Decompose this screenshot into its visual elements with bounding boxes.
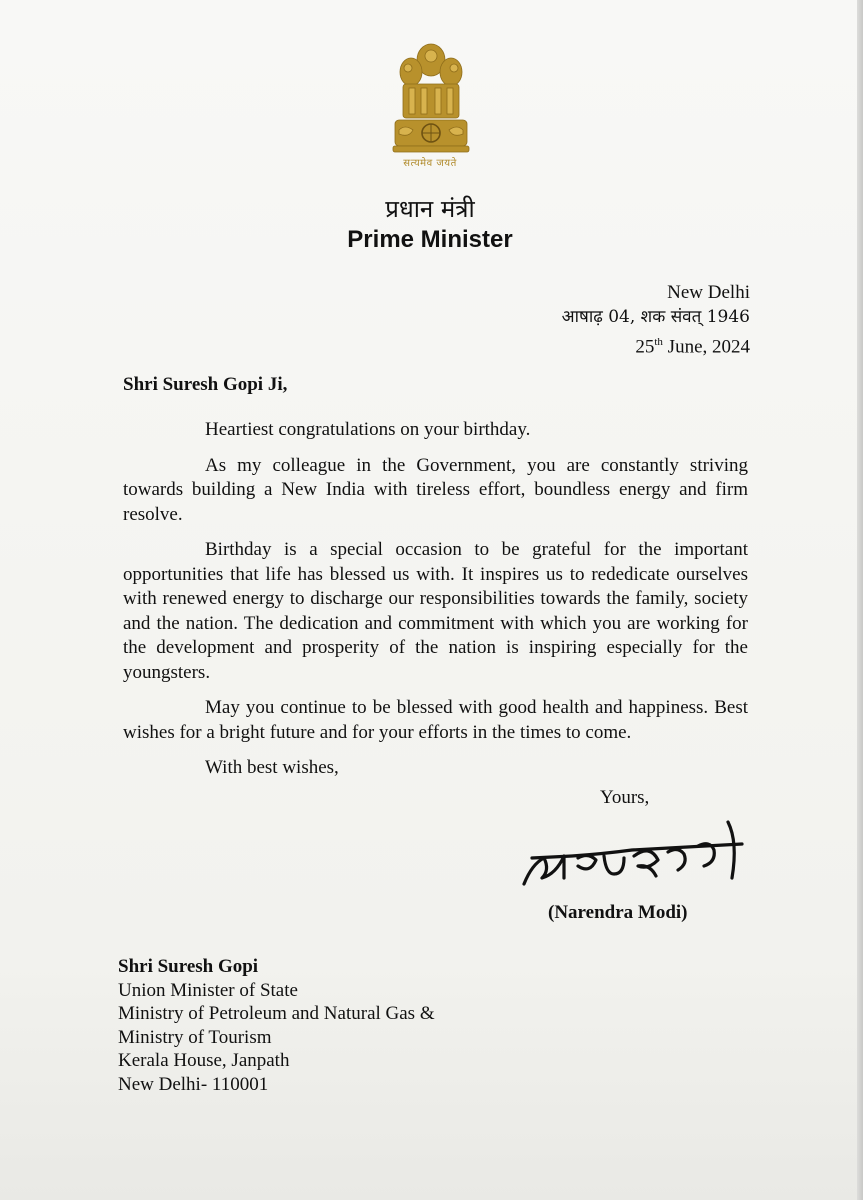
address-line: Ministry of Petroleum and Natural Gas & bbox=[118, 1003, 435, 1024]
paragraph: Birthday is a special occasion to be grateful for the important opportunities that life has blessed us with. It inspires us to rededicate ourselves with renewed energy to discharge our responsibilities towards the family, society and the nation. The dedication and commitment with which you are working for the development and prosperity of the nation is inspiring especially for the youngsters. bbox=[123, 539, 748, 683]
date-day-suffix: th bbox=[654, 336, 663, 348]
date-month-year: June, 2024 bbox=[662, 336, 750, 358]
address-line: Ministry of Tourism bbox=[118, 1026, 272, 1048]
gregorian-date bbox=[562, 330, 750, 359]
salutation: Shri Suresh Gopi Ji, bbox=[123, 374, 288, 395]
signature-icon bbox=[518, 812, 748, 902]
emblem-motto: सत्यमेव जयते bbox=[403, 158, 457, 169]
title-hindi: प्रधान मंत्री bbox=[385, 195, 475, 223]
address-line: Kerala House, Janpath bbox=[118, 1050, 290, 1071]
date-place: New Delhi bbox=[667, 282, 750, 303]
date-block bbox=[562, 280, 750, 359]
address-line: New Delhi- 110001 bbox=[118, 1073, 269, 1095]
date-day: 25 bbox=[635, 336, 655, 358]
paragraph: May you continue to be blessed with good health and happiness. Best wishes for a bright future and for your efforts in the times to come. bbox=[123, 697, 748, 743]
saka-date: आषाढ़ 04, शक संवत् 1946 bbox=[561, 307, 750, 327]
signer-name: (Narendra Modi) bbox=[548, 902, 688, 923]
page-edge bbox=[857, 0, 863, 1200]
recipient-name: Shri Suresh Gopi bbox=[118, 956, 259, 977]
recipient-address bbox=[118, 955, 435, 1096]
paragraph: Heartiest congratulations on your birthday. bbox=[205, 419, 531, 440]
address-line: Union Minister of State bbox=[118, 979, 298, 1001]
paragraph: With best wishes, bbox=[205, 757, 339, 778]
title-english: Prime Minister bbox=[347, 226, 513, 253]
national-emblem-icon bbox=[383, 30, 479, 170]
closing: Yours, bbox=[600, 787, 650, 808]
letter-body bbox=[123, 418, 748, 792]
paragraph: As my colleague in the Government, you are constantly striving towards building a New India with tireless effort, boundless energy and firm resolve. bbox=[123, 454, 748, 525]
